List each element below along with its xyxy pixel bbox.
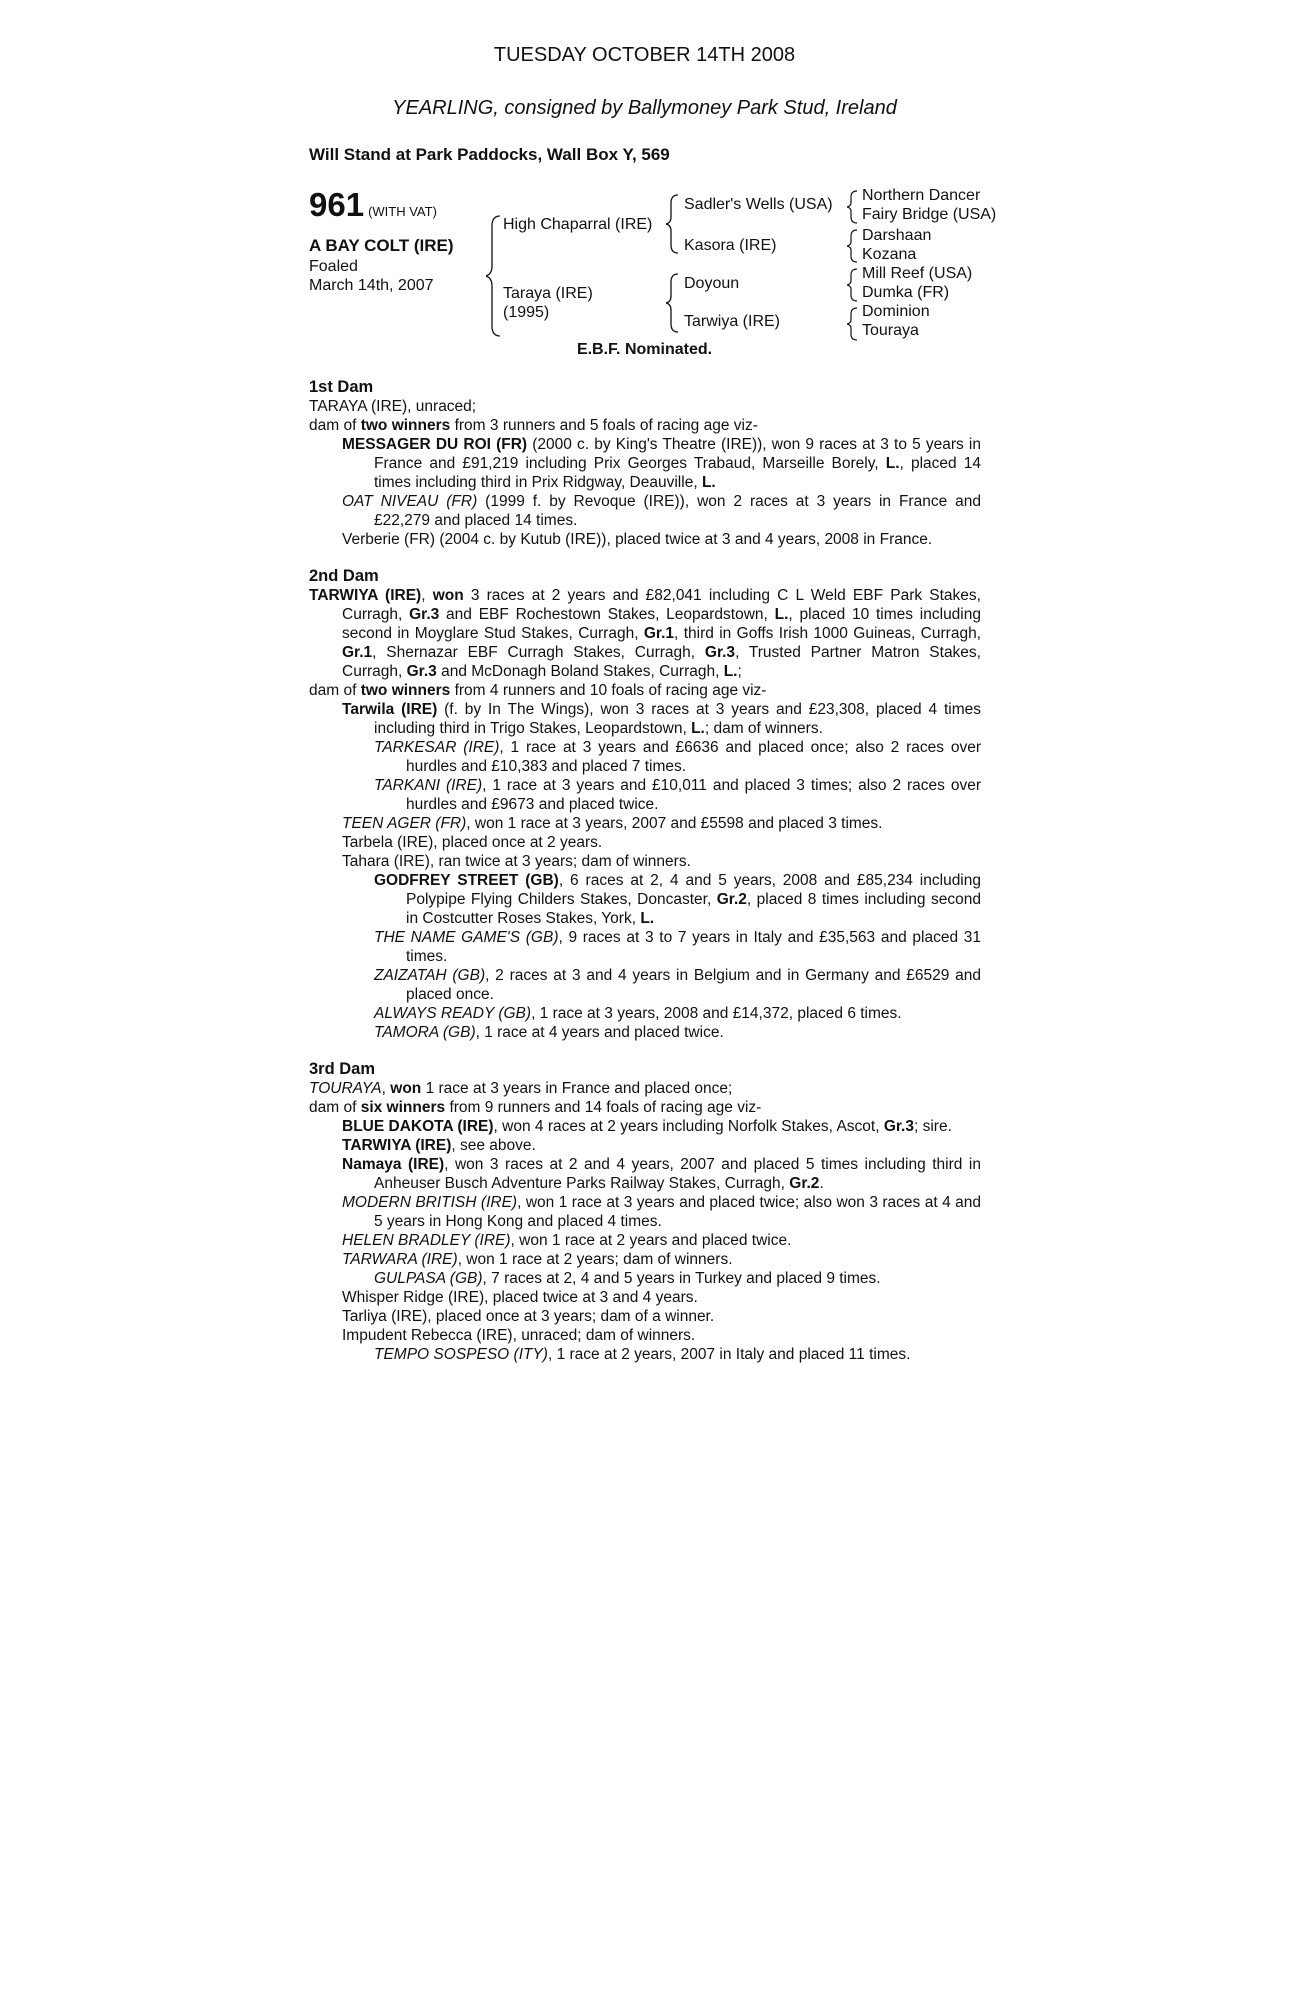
text: 1 race at 3 years in France and placed once; [421,1080,733,1097]
produce-entry: Verberie (FR) (2004 c. by Kutub (IRE)), placed twice at 3 and 4 years, 2008 in France. [342,531,933,548]
produce-entry [309,1117,981,1136]
produce-entry [309,1004,981,1023]
horse-name: Tarwila (IRE) [342,701,438,718]
race-grade: Gr.3 [409,606,440,623]
text: , 1 race at 3 years and £10,011 and placed 3 times; also 2 races over hurdles and £9673 and placed twice. [406,777,981,813]
horse-name: HELEN BRADLEY (IRE) [342,1232,511,1249]
text: , 1 race at 2 years, 2007 in Italy and placed 11 times. [547,1346,911,1363]
race-grade: L. [885,455,900,472]
stand-location: Will Stand at Park Paddocks, Wall Box Y, 569 [309,145,670,164]
text: , placed 8 times including second in Costcutter Roses Stakes, York, [406,891,981,927]
text: ; [737,663,742,680]
horse-name: TARWARA (IRE) [342,1251,458,1268]
foaled-block [309,257,434,295]
ped-g4: Kozana [862,246,917,263]
text: , won 1 race at 2 years and placed twice. [510,1232,792,1249]
text: dam of [309,682,361,699]
second-dam-section [309,567,981,1042]
race-grade: Gr.3 [704,644,736,661]
produce-entry: Tarliya (IRE), placed once at 3 years; dam of a winner. [342,1308,715,1325]
horse-name: TARKESAR (IRE) [374,739,500,756]
produce-entry [309,700,981,738]
ped-g1: Northern Dancer [862,187,981,204]
pedigree-bracket-g78 [847,306,861,342]
first-dam-section [309,378,981,549]
pedigree-bracket-g12 [847,189,861,225]
text: , 2 races at 3 and 4 years in Belgium and in Germany and £6529 and placed once. [406,967,981,1003]
winners-count: six winners [360,1099,446,1116]
produce-entry [309,871,981,928]
third-dam-section [309,1060,981,1364]
text: from 4 runners and 10 foals of racing age viz- [450,682,767,699]
text: , won 3 races at 2 and 4 years, 2007 and placed 5 times including third in Anheuser Busch Adventure Parks Railway Stakes, Curragh, [374,1156,981,1192]
pedigree-bracket-dam-line [666,272,684,334]
text: and McDonagh Boland Stakes, Curragh, [436,663,724,680]
dam-produce-line [309,1098,981,1117]
ped-g3: Darshaan [862,227,932,244]
ped-g6: Dumka (FR) [862,284,950,301]
sire-dam: Kasora (IRE) [684,237,777,254]
section-heading: 3rd Dam [309,1060,376,1078]
text: , 1 race at 3 years, 2008 and £14,372, placed 6 times. [531,1005,902,1022]
catalogue-body [309,378,981,1364]
race-grade: Gr.1 [643,625,675,642]
dam-line: TARAYA (IRE), unraced; [309,398,477,415]
race-grade: Gr.1 [342,644,373,661]
dam-produce-line [309,681,981,700]
consignment-line: YEARLING, consigned by Ballymoney Park Stud, Ireland [392,97,897,119]
text: (2000 c. by King's Theatre (IRE)), won 9 races at 3 to 5 years in France and £91,219 including Prix Georges Trabaud, Marseille Borely, [374,436,982,472]
produce-entry [309,1269,981,1288]
pedigree-bracket-g56 [847,267,861,303]
produce-entry [309,1155,981,1193]
text: from 3 runners and 5 foals of racing age viz- [450,417,758,434]
race-grade: Gr.2 [789,1175,820,1192]
text: and EBF Rochestown Stakes, Leopardstown, [439,606,775,623]
horse-name: MESSAGER DU ROI (FR) [342,436,528,453]
foaled-label: Foaled [309,258,358,275]
produce-entry [309,1250,981,1269]
winners-count: two winners [360,682,451,699]
produce-entry [309,1231,981,1250]
race-grade: L. [691,720,705,737]
produce-entry [309,1023,981,1042]
horse-name: GULPASA (GB) [374,1270,483,1287]
ped-g8: Touraya [862,322,919,339]
horse-name: A BAY COLT (IRE) [309,236,454,255]
produce-entry [309,492,981,530]
winners-count: two winners [360,417,451,434]
produce-entry [309,928,981,966]
horse-name: MODERN BRITISH (IRE) [342,1194,518,1211]
produce-entry [309,738,981,776]
dam-dam: Tarwiya (IRE) [684,313,781,330]
horse-name: TARWIYA (IRE) [309,587,422,604]
sire: High Chaparral (IRE) [503,216,653,233]
ped-g2: Fairy Bridge (USA) [862,206,997,223]
race-grade: L. [774,606,789,623]
text: dam of [309,417,361,434]
horse-name: TARWIYA (IRE) [342,1137,452,1154]
produce-entry [309,966,981,1004]
lot-number: 961 [309,186,365,223]
horse-name: BLUE DAKOTA (IRE) [342,1118,494,1135]
lot-number-block [309,186,437,224]
sire-sire: Sadler's Wells (USA) [684,196,833,213]
section-heading: 1st Dam [309,378,374,396]
text: , 1 race at 3 years and £6636 and placed once; also 2 races over hurdles and £10,383 and placed 7 times. [406,739,981,775]
text: (1999 f. by Revoque (IRE)), won 2 races at 3 years in France and £22,279 and placed 14 times. [374,493,981,529]
text: 3 races at 2 years and £82,041 including C L Weld EBF Park Stakes, Curragh, [342,587,981,623]
pedigree-bracket-sire-line [666,193,684,255]
race-grade: L. [701,474,716,491]
text: (f. by In The Wings), won 3 races at 3 years and £23,308, placed 4 times including third in Trigo Stakes, Leopardstown, [374,701,981,737]
dam-produce-line [309,416,981,435]
horse-name: TAMORA (GB) [374,1024,476,1041]
text: , won 1 race at 3 years and placed twice; also won 3 races at 4 and 5 years in Hong Kong and placed 4 times. [374,1194,981,1230]
ebf-nominated: E.B.F. Nominated. [576,341,713,358]
ped-g7: Dominion [862,303,930,320]
produce-entry [309,1136,981,1155]
text: won [432,587,464,604]
horse-name: TEEN AGER (FR) [342,815,467,832]
produce-entry [309,776,981,814]
ped-g5: Mill Reef (USA) [862,265,973,282]
horse-name: ZAIZATAH (GB) [374,967,486,984]
horse-name: TEMPO SOSPESO (ITY) [374,1346,548,1363]
horse-name: GODFREY STREET (GB) [374,872,559,889]
text: , [381,1080,391,1097]
foaled-date: March 14th, 2007 [309,277,434,294]
pedigree-bracket-g34 [847,228,861,264]
section-heading: 2nd Dam [309,567,379,585]
produce-entry: Tahara (IRE), ran twice at 3 years; dam of winners. [342,853,691,870]
text: , placed 14 times including third in Prix Ridgway, Deauville, [374,455,981,491]
text: , won 4 races at 2 years including Norfolk Stakes, Ascot, [493,1118,884,1135]
text: from 9 runners and 14 foals of racing age viz- [445,1099,762,1116]
text: , Shernazar EBF Curragh Stakes, Curragh, [372,644,705,661]
vat-note: (WITH VAT) [368,204,437,219]
text: , won 1 race at 3 years, 2007 and £5598 and placed 3 times. [466,815,883,832]
text: . [819,1175,824,1192]
text: ; sire. [914,1118,952,1135]
text: dam of [309,1099,361,1116]
text: , 7 races at 2, 4 and 5 years in Turkey and placed 9 times. [482,1270,881,1287]
text: won [390,1080,422,1097]
race-grade: L. [640,910,655,927]
dam-sire: Doyoun [684,275,740,292]
dam-year: (1995) [503,304,550,321]
horse-name: ALWAYS READY (GB) [374,1005,532,1022]
text: ; dam of winners. [704,720,823,737]
text: , 6 races at 2, 4 and 5 years, 2008 and £85,234 including Polypipe Flying Childers Stakes, Doncaster, [406,872,981,908]
horse-name: TARKANI (IRE) [374,777,483,794]
produce-entry [309,435,981,492]
horse-name: Namaya (IRE) [342,1156,445,1173]
dam-record [309,586,981,681]
produce-entry [309,1345,981,1364]
text: , [421,587,433,604]
race-grade: Gr.3 [883,1118,914,1135]
horse-name: TOURAYA [309,1080,382,1097]
dam: Taraya (IRE) [503,285,593,302]
race-grade: L. [723,663,738,680]
produce-entry: Tarbela (IRE), placed once at 2 years. [342,834,603,851]
text: , see above. [451,1137,536,1154]
sale-date: TUESDAY OCTOBER 14TH 2008 [493,44,796,66]
horse-name: THE NAME GAME'S (GB) [374,929,559,946]
horse-name: OAT NIVEAU (FR) [342,493,478,510]
race-grade: Gr.2 [716,891,747,908]
text: , 9 races at 3 to 7 years in Italy and £35,563 and placed 31 times. [406,929,981,965]
produce-entry [309,814,981,833]
race-grade: Gr.3 [406,663,437,680]
text: , won 1 race at 2 years; dam of winners. [457,1251,733,1268]
produce-entry [309,1193,981,1231]
text: , Trusted Partner Matron Stakes, Curragh, [342,644,981,680]
produce-entry: Whisper Ridge (IRE), placed twice at 3 and 4 years. [342,1289,698,1306]
text: , 1 race at 4 years and placed twice. [475,1024,724,1041]
text: , third in Goffs Irish 1000 Guineas, Curragh, [674,625,981,642]
dam-record [309,1079,981,1098]
text: , placed 10 times including second in Moyglare Stud Stakes, Curragh, [342,606,981,642]
produce-entry: Impudent Rebecca (IRE), unraced; dam of winners. [342,1327,696,1344]
